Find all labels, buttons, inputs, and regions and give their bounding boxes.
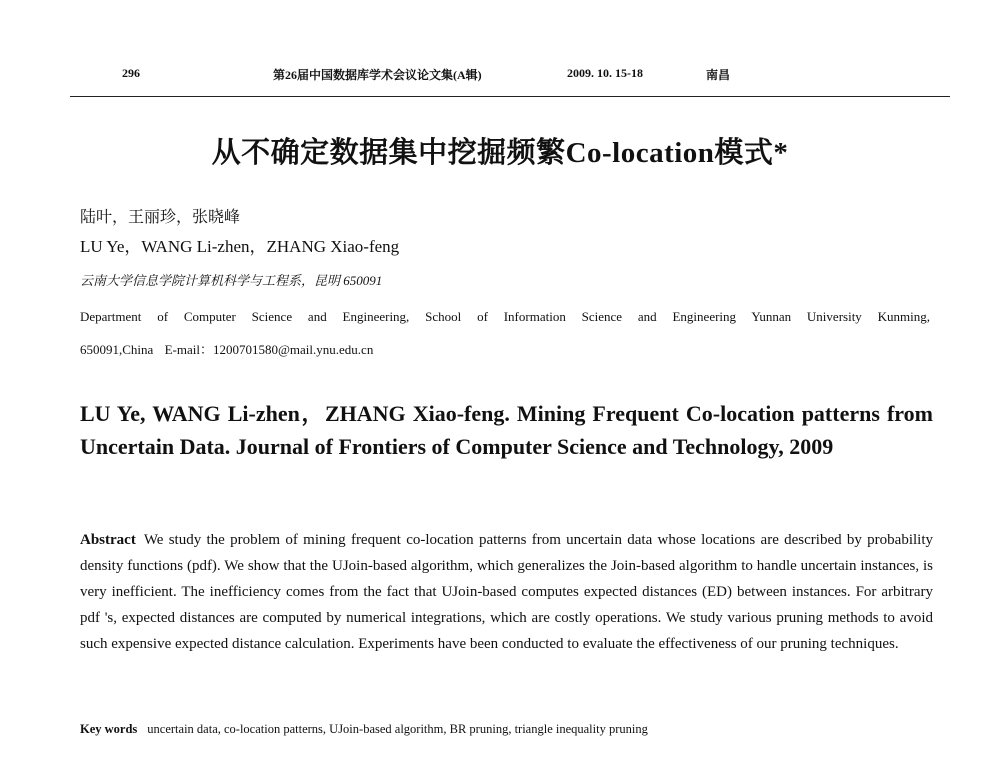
proceedings-title: 第26届中国数据库学术会议论文集(A辑) bbox=[273, 68, 482, 82]
paper-title: 从不确定数据集中挖掘频繁Co-location模式* bbox=[211, 137, 789, 169]
email-label: E-mail： bbox=[164, 342, 213, 357]
affiliation-contact bbox=[80, 339, 373, 358]
citation: LU Ye, WANG Li-zhen，ZHANG Xiao-feng. Mining Frequent Co-location patterns from Uncertain Data. Journal of Frontiers of Computer Science and Technology, 2009 bbox=[80, 401, 933, 459]
affiliation-postcode: 650091,China bbox=[80, 342, 154, 357]
header-rule bbox=[70, 96, 950, 97]
abstract bbox=[80, 527, 933, 657]
conference-location: 南昌 bbox=[706, 68, 731, 82]
keywords bbox=[80, 722, 648, 737]
abstract-text: We study the problem of mining frequent co-location patterns from uncertain data whose locations are described by probability density functions (pdf). We show that the UJoin-based algorithm, which generalizes the Join-based algorithm to handle uncertain instances, is very inefficient. The inefficiency comes from the fact that UJoin-based computes expected distances (ED) between instances. For arbitrary pdf 's, expected distances are computed by numerical integrations, which are costly operations. We study various pruning methods to avoid such expensive expected distance calculation. Experiments have been conducted to evaluate the effectiveness of our pruning techniques. bbox=[80, 532, 933, 652]
page-number: 296 bbox=[122, 66, 140, 80]
conference-date: 2009. 10. 15-18 bbox=[567, 66, 643, 80]
keywords-label: Key words bbox=[80, 722, 138, 736]
abstract-label: Abstract bbox=[80, 532, 136, 548]
affiliation-english: Department of Computer Science and Engineering, School of Information Science and Engineering Yunnan University Kunming, bbox=[80, 309, 930, 324]
affiliation-chinese: 云南大学信息学院计算机科学与工程系，昆明 650091 bbox=[80, 273, 383, 288]
keywords-text: uncertain data, co-location patterns, UJoin-based algorithm, BR pruning, triangle inequality pruning bbox=[147, 722, 648, 736]
authors-english: LU Ye，WANG Li-zhen，ZHANG Xiao-feng bbox=[80, 237, 400, 256]
email-address: 1200701580@mail.ynu.edu.cn bbox=[212, 342, 374, 357]
authors-chinese: 陆叶，王丽珍，张晓峰 bbox=[80, 209, 241, 226]
